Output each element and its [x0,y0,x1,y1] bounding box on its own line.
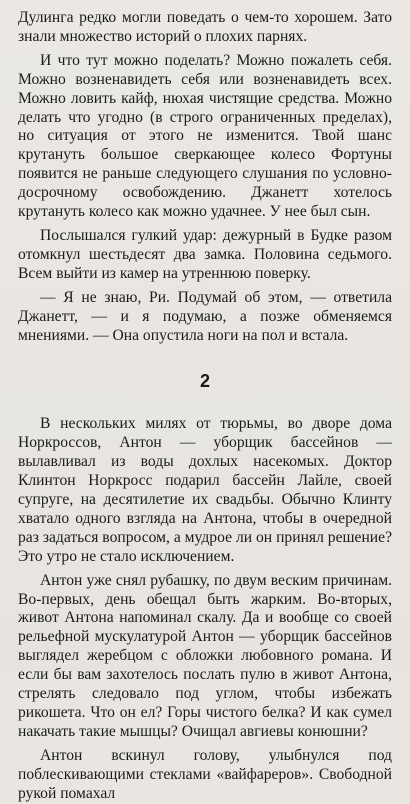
chapter-number: 2 [199,371,210,392]
paragraph: Антон уже снял рубашку, по двум веским причинам. Во-первых, день обещал быть жарким. Во-вторых, живот Антона напоминал скалу. Да и вообще со своей рельефной мускулатурой Антон — уборщик бассейнов выглядел жеребцом с обложки любовного романа. И если бы вам захотелось послать пулю в живот Антона, стрелять следовало под углом, чтобы избежать рикошета. Что он ел? Горы чистого белка? И как сумел накачать такие мышцы? Очищал авгиевы конюшни? [18,571,392,740]
paragraph-continuation: Дулинга редко могли поведать о чем-то хорошем. Зато знали множество историй о плохих парнях. [18,9,392,45]
paragraph: Послышался гулкий удар: дежурный в Будке разом отомкнул шестьдесят два замка. Половина седьмого. Всем выйти из камер на утреннюю поверку. [18,226,392,282]
paragraph: В нескольких милях от тюрьмы, во дворе дома Норкроссов, Антон — уборщик бассейнов — вылавливал из воды дохлых насекомых. Доктор Клинтон Норкросс подарил бассейн Лайле, своей супруге, на десятилетие их свадьбы. Обычно Клинту хватало одного взгляда на Антона, чтобы в очередной раз задаться вопросом, а мудрое ли он принял решение? Это утро не стало исключением. [18,415,392,565]
paragraph: И что тут можно поделать? Можно пожалеть себя. Можно возненавидеть себя или возненавидеть всех. Можно ловить кайф, нюхая чистящие средства. Можно делать что угодно (в строго ограниченных пределах), но ситуация от этого не изменится. Твой шанс крутануть большое сверкающее колесо Фортуны появится не раньше следующего слушания по условно-досрочному освобождению. Джанетт хотелось крутануть колесо как можно удачнее. У нее был сын. [18,51,392,221]
paragraph: — Я не знаю, Ри. Подумай об этом, — ответила Джанетт, — и я подумаю, а позже обменяемся мнениями. — Она опустила ноги на пол и встала. [18,288,392,344]
paragraph: Антон вскинул голову, улыбнулся под поблескивающими стеклами «вайфареров». Свободной рукой помахал [18,746,392,802]
